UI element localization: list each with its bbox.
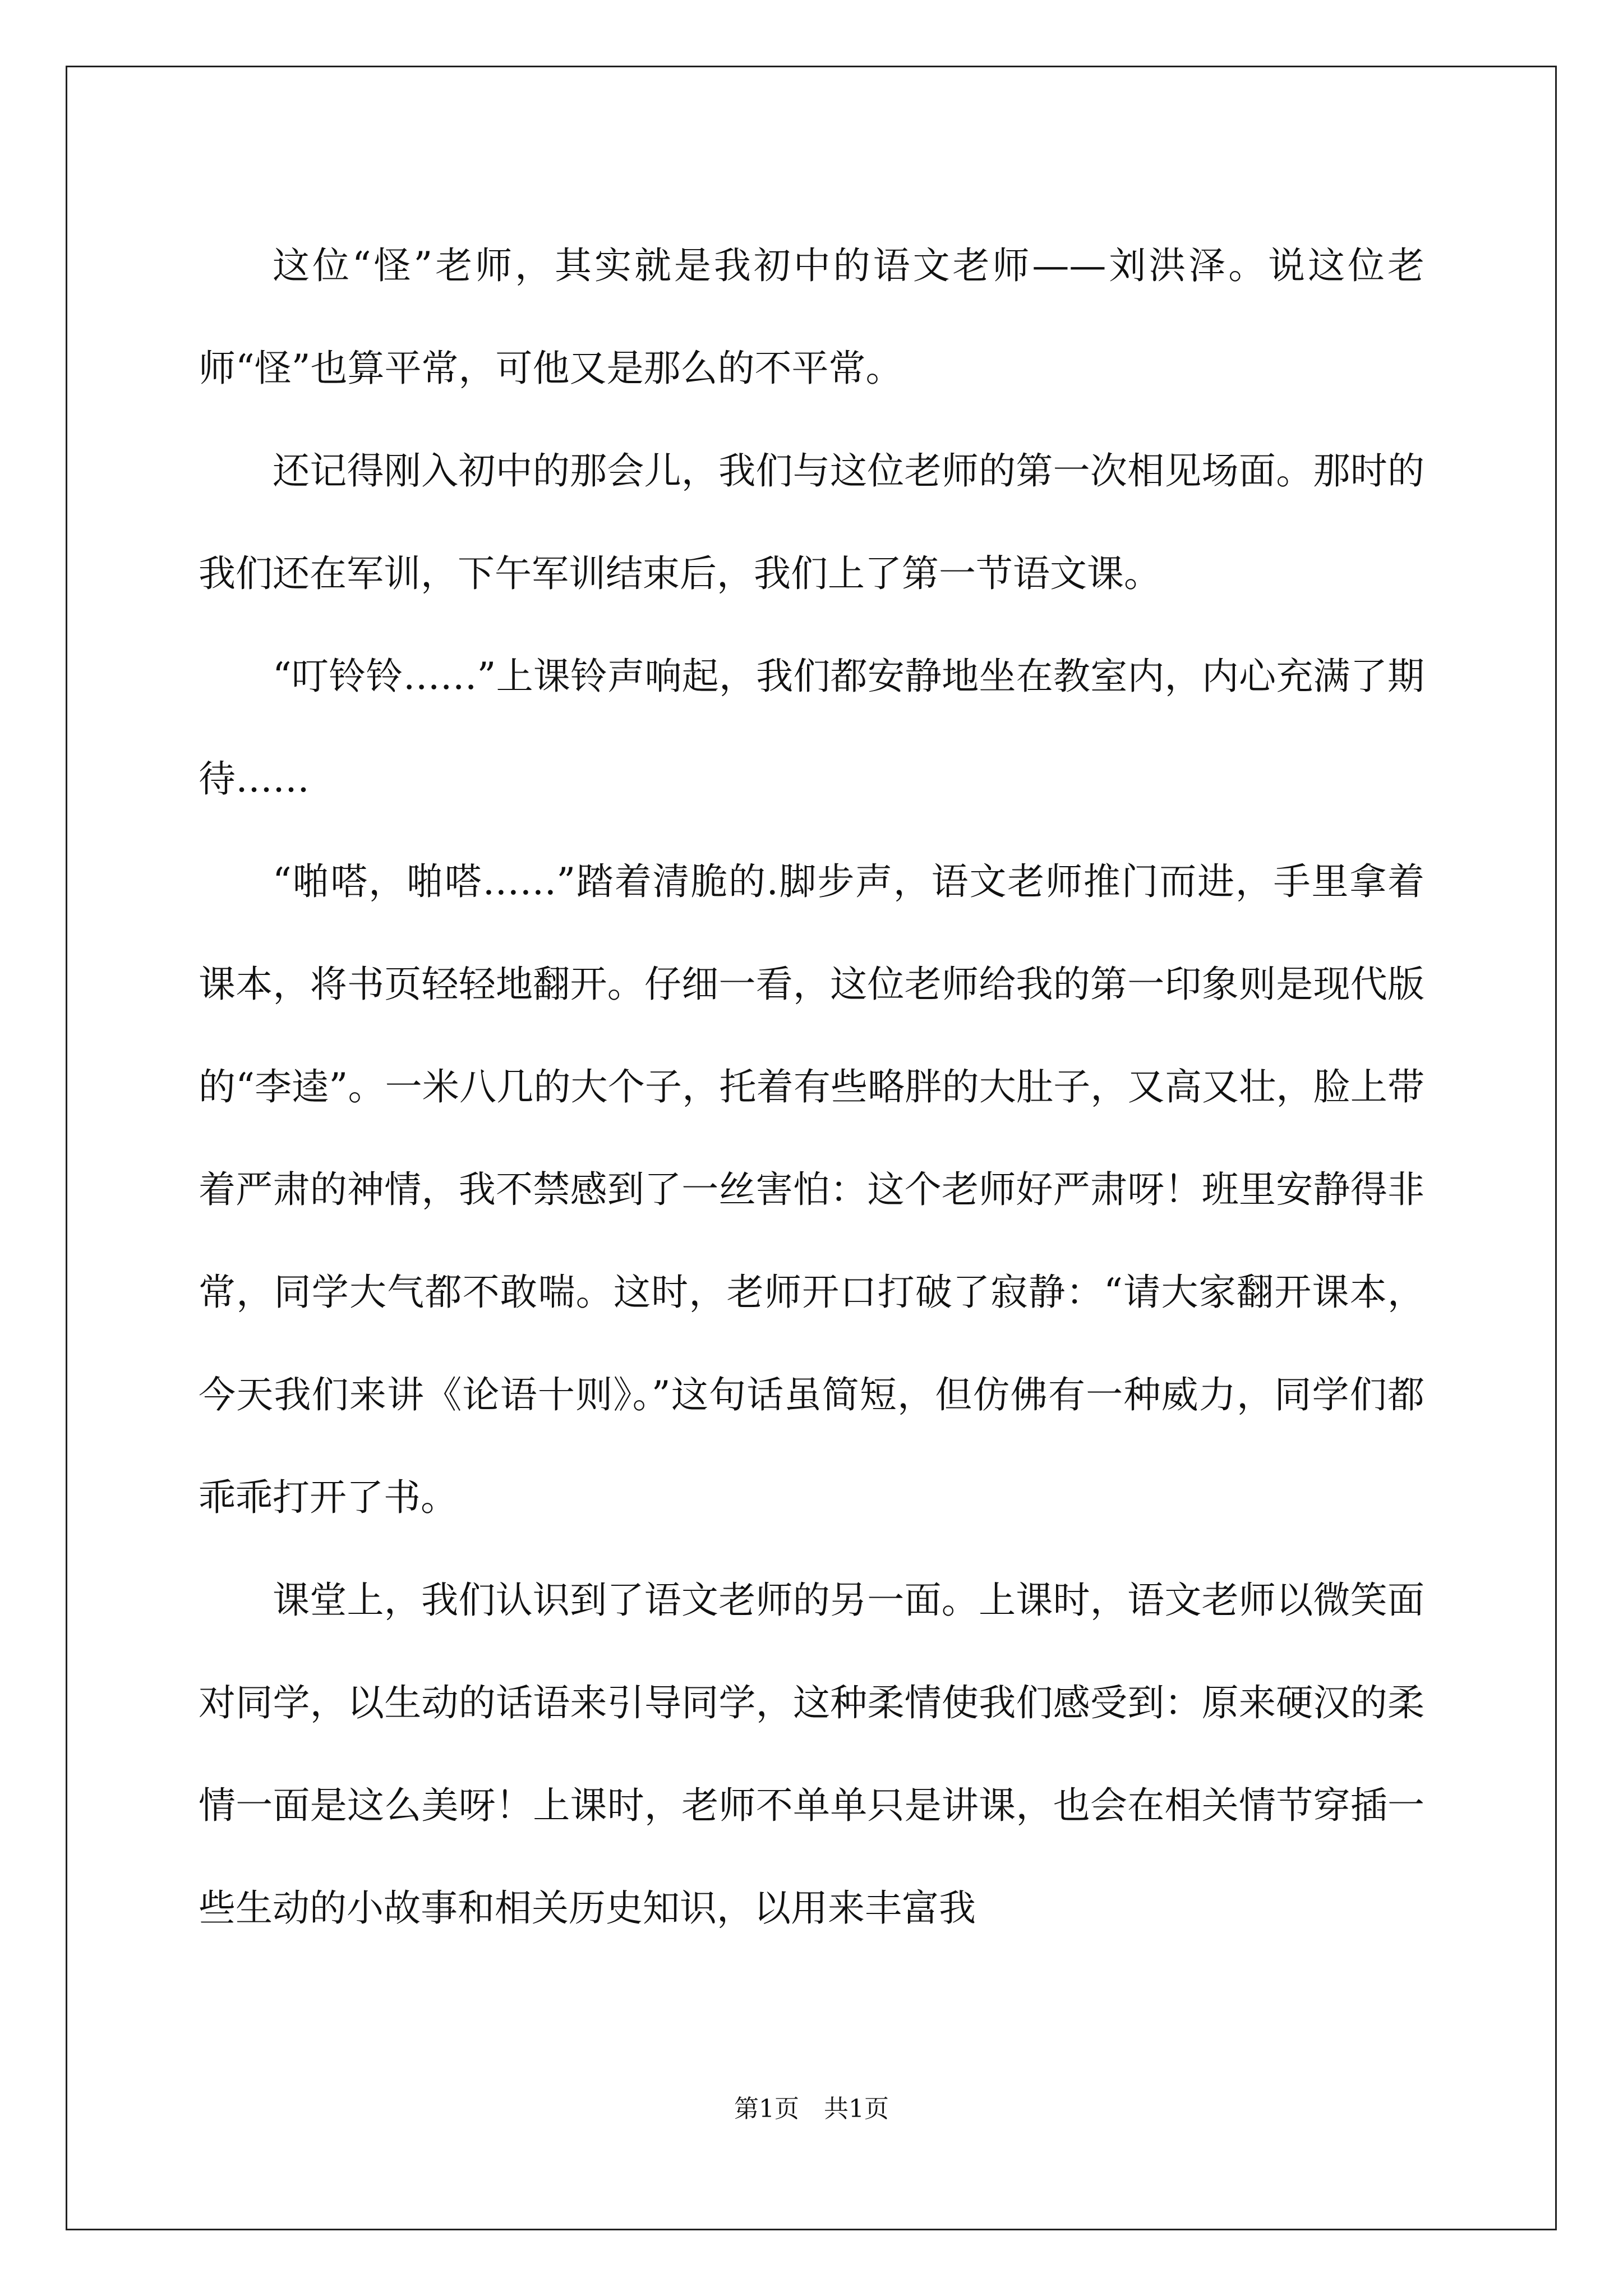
page-footer: 第1页 共1页 [734,2095,889,2123]
paragraph: 还记得刚入初中的那会儿，我们与这位老师的第一次相见场面。那时的我们还在军训，下午军训结束后，我们上了第一节语文课。 [199,449,1424,595]
paragraph: 课堂上，我们认识到了语文老师的另一面。上课时，语文老师以微笑面对同学，以生动的话语来引导同学，这种柔情使我们感受到：原来硬汉的柔情一面是这么美呀！上课时，老师不单单只是讲课，也会在相关情节穿插一些生动的小故事和相关历史知识，以用来丰富我 [199,1579,1424,1930]
document-body [199,214,1424,1959]
paragraph: “啪嗒，啪嗒……”踏着清脆的.脚步声，语文老师推门而进，手里拿着课本，将书页轻轻地翻开。仔细一看，这位老师给我的第一印象则是现代版的“李逵”。一米八几的大个子，托着有些略胖的大肚子，又高又壮，脸上带着严肃的神情，我不禁感到了一丝害怕：这个老师好严肃呀！班里安静得非常，同学大气都不敢喘。这时，老师开口打破了寂静：“请大家翻开课本，今天我们来讲《论语十则》。”这句话虽简短，但仿佛有一种威力，同学们都乖乖打开了书。 [199,860,1424,1519]
paragraph: 这位“怪”老师，其实就是我初中的语文老师——刘洪泽。说这位老师“怪”也算平常，可他又是那么的不平常。 [199,244,1424,390]
paragraph: “叮铃铃……”上课铃声响起，我们都安静地坐在教室内，内心充满了期待…… [199,655,1424,800]
